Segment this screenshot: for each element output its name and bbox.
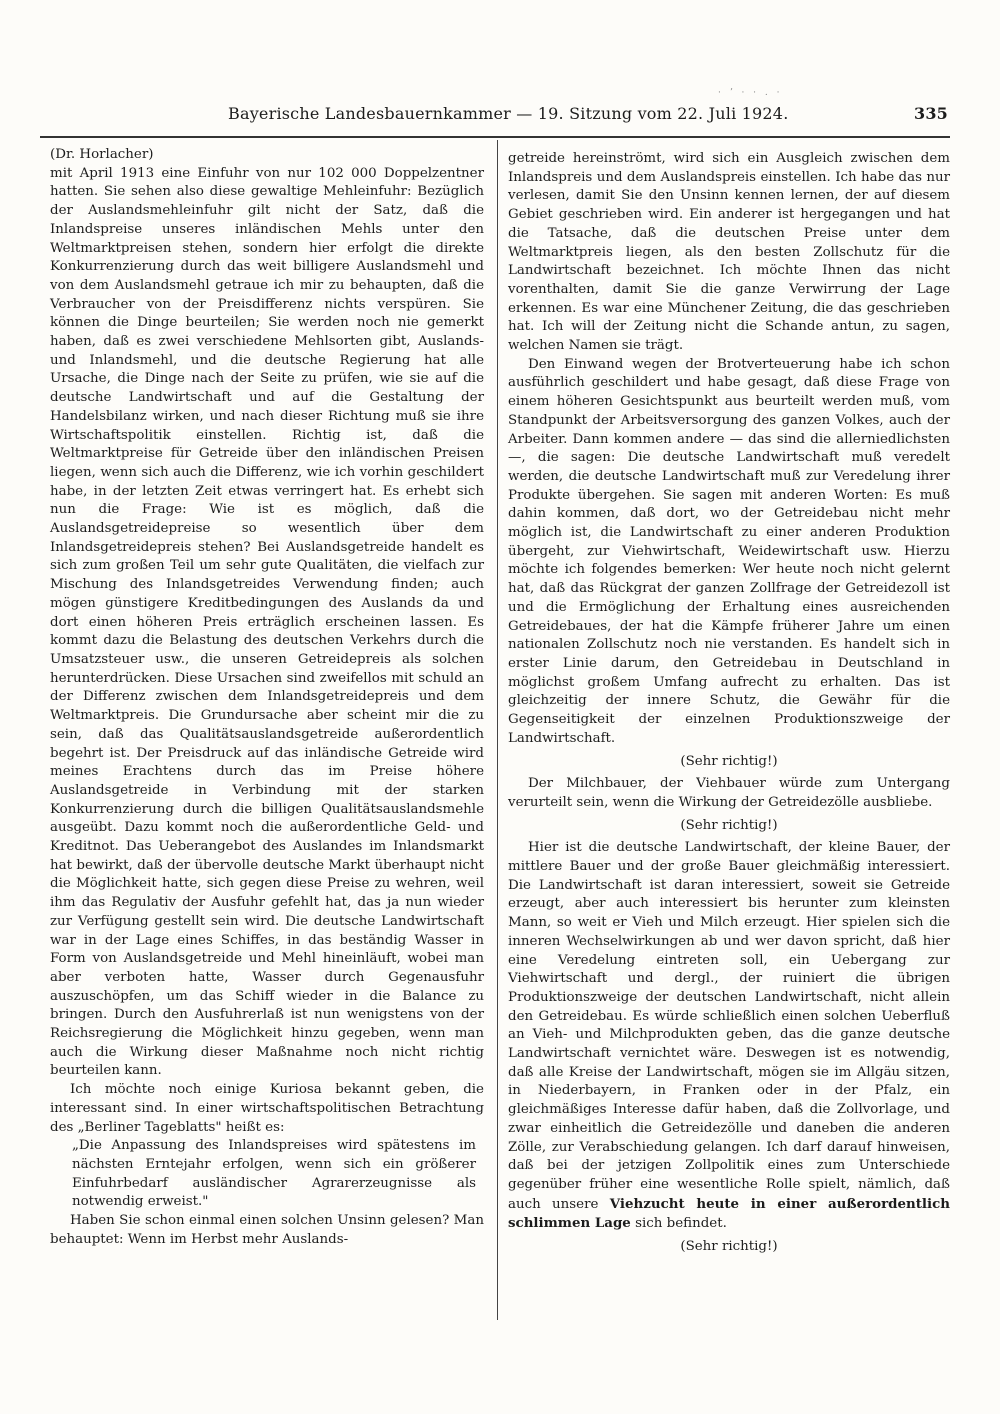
interjection: (Sehr richtig!) <box>680 753 778 769</box>
paragraph-text: Hier ist die deutsche Landwirtschaft, der kleine Bauer, der mittlere Bauer und der große Bauer gleichmäßig interessiert. Die Landwirtschaft ist daran interessiert, soweit sie Getreide erzeugt, aber auch interessiert bis herunter zum kleinsten Mann, so weit er Vieh und Milch erzeugt. Hier spielen sich die inneren Wechselwirkungen ab und wer davon spricht, daß hier eine Veredelung eintreten soll, ein Uebergang zur Viehwirtschaft und dergl., der ruiniert die übrigen Produktionszweige der deutschen Landwirtschaft, nicht allein den Getreidebau. Es würde schließlich einen solchen Ueberfluß an Vieh- und Milchprodukten geben, das die ganze deutsche Landwirtschaft vernichtet wäre. Deswegen ist es notwendig, daß alle Kreise der Landwirtschaft, mögen sie im Allgäu sitzen, in Niederbayern, in Franken oder in der Pfalz, ein gleichmäßiges Interesse dafür haben, daß die Zollvorlage, und zwar einheitlich die Getreidezölle und daneben die anderen Zölle, zur Verabschiedung gelangen. Ich darf darauf hinweisen, daß bei der jetzigen Zollpolitik eines zum Unterschiede gegenüber früher eine wesentliche Rolle spielt, nämlich, daß auch unsere <box>508 840 950 1212</box>
paragraph: Ich möchte noch einige Kuriosa bekannt geben, die interessant sind. In einer wirtschaftspolitischen Betrachtung des „Berliner Tageblatts" heißt es: <box>50 1082 484 1135</box>
column-divider <box>497 140 498 1320</box>
interjection: (Sehr richtig!) <box>680 817 778 833</box>
speaker-label: (Dr. Horlacher) <box>50 147 154 162</box>
paragraph: Den Einwand wegen der Brotverteuerung habe ich schon ausführlich geschildert und habe gesagt, daß diese Frage von einem höheren Gesichtspunkt aus beurteilt werden muß, vom Standpunkt der Arbeitsversorgung des ganzen Volkes, auch der Arbeiter. Dann kommen andere — das sind die allerniedlichsten —, die sagen: Die deutsche Landwirtschaft muß veredelt werden, die deutsche Landwirtschaft muß zur Veredelung ihrer Produkte übergehen. Sie sagen mit anderen Worten: Es muß dahin kommen, daß dort, wo der Getreidebau nicht mehr möglich ist, die Landwirtschaft zu einer anderen Produktion übergeht, zur Viehwirtschaft, Weidewirtschaft usw. Hierzu möchte ich folgendes bemerken: Wer heute noch nicht gelernt hat, daß das Rückgrat der ganzen Zollfrage der Getreidezoll ist und die Ermöglichung der Erhaltung eines ausreichenden Getreidebaues, der hat die Kämpfe früherer Jahre um einen nationalen Zollschutz noch nie verstanden. Es handelt sich in erster Linie darum, den Getreidebau in Deutschland in möglichst großem Umfang aufrecht zu erhalten. Das ist gleichzeitig der innere Schutz, die Gewähr für die Gegenseitigkeit der einzelnen Produktionszweige der Landwirtschaft. <box>508 356 950 746</box>
paragraph <box>508 839 950 1234</box>
header-rule <box>40 136 950 138</box>
right-column <box>508 150 950 1261</box>
paragraph: Der Milchbauer, der Viehbauer würde zum Untergang verurteilt sein, wenn die Wirkung der Getreidezölle ausbliebe. <box>508 776 950 810</box>
print-specks: · ʼ · · . · <box>718 88 783 98</box>
paragraph: mit April 1913 eine Einfuhr von nur 102 000 Doppelzentner hatten. Sie sehen also diese gewaltige Mehleinfuhr: Bezüglich der Auslandsmehleinfuhr gilt nicht der Satz, daß die Inlandspreise unseres inländischen Mehls unter den Weltmarktpreisen stehen, sondern hier erfolgt die direkte Konkurrenzierung durch das weit billigere Auslandsmehl und von dem Auslandsmehl getraue ich mir zu behaupten, daß die Verbraucher von der Preisdifferenz nichts verspüren. Sie können die Dinge beurteilen; Sie werden noch nie gemerkt haben, daß es zwei verschiedene Mehlsorten gibt, Auslands- und Inlandsmehl, und die deutsche Regierung hat alle Ursache, die Dinge nach der Seite zu prüfen, wie sie auf die deutsche Landwirtschaft und auf die Gestaltung der Handelsbilanz wirken, und nach dieser Richtung muß sie ihre Wirtschaftspolitik einstellen. Richtig ist, daß die Weltmarktpreise für Getreide über den inländischen Preisen liegen, wenn sich auch die Differenz, wie ich vorhin geschildert habe, in der letzten Zeit etwas verringert hat. Es erhebt sich nun die Frage: Wie ist es möglich, daß die Auslandsgetreidepreise so wesentlich über dem Inlandsgetreidepreis stehen? Bei Auslandsgetreide handelt es sich zum großen Teil um sehr gute Qualitäten, die vielfach zur Mischung des Inlandsgetreides Verwendung finden; auch mögen günstigere Kreditbedingungen des Auslands da und dort einen höheren Preis erträglich erscheinen lassen. Es kommt dazu die Belastung des deutschen Verkehrs durch die Umsatzsteuer usw., die unseren Getreidepreis als solchen herunterdrücken. Diese Ursachen sind zweifellos mit schuld an der Differenz zwischen dem Inlandsgetreidepreis und dem Weltmarktpreis. Die Grundursache aber scheint mir die zu sein, daß das Qualitätsauslandsgetreide außerordentlich begehrt ist. Der Preisdruck auf das inländische Getreide wird meines Erachtens durch das im Preise höhere Auslandsgetreide in Verbindung mit der starken Konkurrenzierung durch die billigen Qualitätsauslandsmehle ausgeübt. Dazu kommt noch die außerordentliche Geld- und Kreditnot. Das Ueberangebot des Auslandes im Inlandsmarkt hat bewirkt, daß der übervolle deutsche Markt überhaupt nicht die Möglichkeit hatte, sich gegen diese Preise zu wehren, weil ihm das Regulativ der Ausfuhr gefehlt hat, das ja nun wieder zur Verfügung gestellt sein wird. Die deutsche Landwirtschaft war in der Lage eines Schiffes, in das beständig Wasser in Form von Auslandsgetreide und Mehl hineinläuft, wobei man aber verboten hatte, Wasser durch Gegenausfuhr auszuschöpfen, um das Schiff wieder in die Balance zu bringen. Durch den Ausfuhrerlaß ist nun wenigstens von der Reichsregierung die Möglichkeit hinzu gegeben, wenn man auch die Wirkung dieser Maßnahme noch nicht richtig beurteilen kann. <box>50 165 484 1079</box>
page-header <box>228 104 948 132</box>
page-number: 335 <box>914 104 948 123</box>
left-column <box>50 146 484 1249</box>
paragraph: Haben Sie schon einmal einen solchen Unsinn gelesen? Man behauptet: Wenn im Herbst mehr Auslands- <box>50 1213 484 1247</box>
interjection: (Sehr richtig!) <box>680 1239 778 1255</box>
header-title: Bayerische Landesbauernkammer — 19. Sitzung vom 22. Juli 1924. <box>228 104 789 123</box>
paragraph-end: sich befindet. <box>635 1216 727 1232</box>
emphasis-text: Viehzucht heute in einer außerordentlich schlimmen Lage <box>508 1195 950 1232</box>
quotation: „Die Anpassung des Inlandspreises wird spätestens im nächsten Erntejahr erfolgen, wenn sich ein größerer Einfuhrbedarf ausländischer Agrarerzeugnisse als notwendig erweist." <box>72 1138 476 1210</box>
paragraph: getreide hereinströmt, wird sich ein Ausgleich zwischen dem Inlandspreis und dem Auslandspreis einstellen. Ich habe das nur verlesen, damit Sie den Unsinn kennen lernen, der auf diesem Gebiet geschrieben wird. Ein anderer ist hergegangen und hat die Tatsache, daß die deutschen Preise unter dem Weltmarktpreis liegen, als den besten Zollschutz für die Landwirtschaft bezeichnet. Ich möchte Ihnen das nicht vorenthalten, damit Sie die ganze Verwirrung der Lage erkennen. Es war eine Münchener Zeitung, die das geschrieben hat. Ich will der Zeitung nicht die Schande antun, zu sagen, welchen Namen sie trägt. <box>508 151 950 354</box>
